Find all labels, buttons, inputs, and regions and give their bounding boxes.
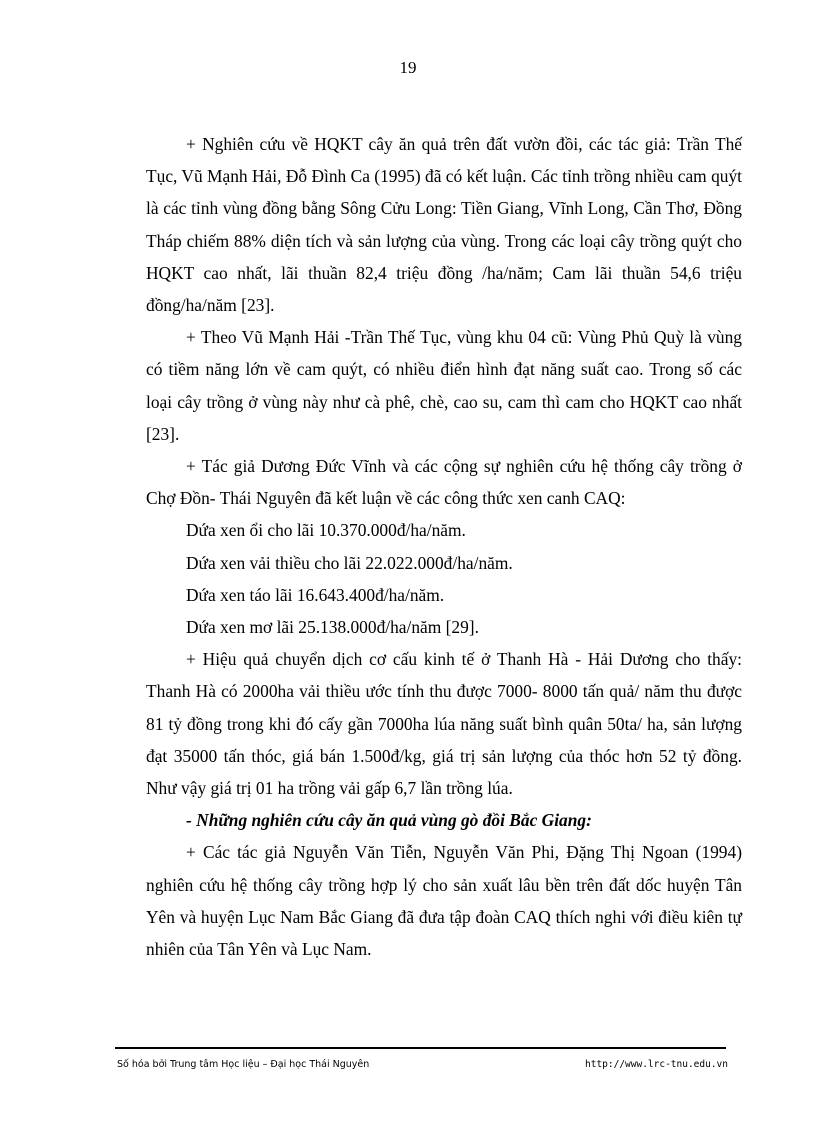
paragraph-hqkt-fruit-trees: + Nghiên cứu về HQKT cây ăn quả trên đất vườn đồi, các tác giả: Trần Thế Tục, Vũ Mạnh Hải, Đỗ Đình Ca (1995) đã có kết luận. Các tỉnh trồng nhiều cam quýt là các tỉnh vùng đồng bằng Sông Cửu Long: Tiền Giang, Vĩnh Long, Cần Thơ, Đồng Tháp chiếm 88% diện tích và sản lượng của vùng. Trong các loại cây trồng quýt cho HQKT cao nhất, lãi thuần 82,4 triệu đồng /ha/năm; Cam lãi thuần 54,6 triệu đồng/ha/năm [23].	[146, 134, 742, 316]
footer-divider	[115, 1047, 726, 1049]
page-number: 19	[399, 58, 417, 77]
footer-source: Số hóa bởi Trung tâm Học liệu – Đại học Thái Nguyên	[117, 1059, 370, 1070]
section-subheading-bac-giang: - Những nghiên cứu cây ăn quả vùng gò đồi Bắc Giang:	[186, 810, 592, 831]
paragraph-thanh-ha: + Hiệu quả chuyển dịch cơ cấu kinh tế ở Thanh Hà - Hải Dương cho thấy: Thanh Hà có 2000ha vải thiều ước tính thu được 7000- 8000 tấn quả/ năm thu được 81 tỷ đồng trong khi đó cấy gần 7000ha lúa năng suất bình quân 50ta/ ha, sản lượng đạt 35000 tấn thóc, giá bán 1.500đ/kg, giá trị sản lượng của thóc hơn 52 tỷ đồng. Như vậy giá trị 01 ha trồng vải gấp 6,7 lần trồng lúa.	[146, 649, 742, 799]
footer-url: http://www.lrc-tnu.edu.vn	[585, 1059, 728, 1070]
intercrop-item-mo: Dứa xen mơ lãi 25.138.000đ/ha/năm [29].	[186, 617, 479, 638]
document-body	[146, 128, 742, 965]
intercrop-item-tao: Dứa xen táo lãi 16.643.400đ/ha/năm.	[186, 584, 445, 605]
paragraph-cho-don: + Tác giả Dương Đức Vĩnh và các cộng sự nghiên cứu hệ thống cây trồng ở Chợ Đồn- Thái Nguyên đã kết luận về các công thức xen canh CAQ:	[146, 456, 742, 509]
paragraph-phu-quy: + Theo Vũ Mạnh Hải -Trần Thế Tục, vùng khu 04 cũ: Vùng Phủ Quỳ là vùng có tiềm năng lớn về cam quýt, có nhiều điển hình đạt năng suất cao. Trong số các loại cây trồng ở vùng này như cà phê, chè, cao su, cam thì cam cho HQKT cao nhất [23].	[146, 327, 742, 444]
paragraph-tan-yen-luc-nam: + Các tác giả Nguyễn Văn Tiễn, Nguyễn Văn Phi, Đặng Thị Ngoan (1994) nghiên cứu hệ thống cây trồng hợp lý cho sản xuất lâu bền trên đất dốc huyện Tân Yên và huyện Lục Nam Bắc Giang đã đưa tập đoàn CAQ thích nghi với điều kiên tự nhiên của Tân Yên và Lục Nam.	[146, 842, 742, 960]
intercrop-item-vai-thieu: Dứa xen vải thiều cho lãi 22.022.000đ/ha/năm.	[186, 552, 513, 573]
intercrop-item-oi: Dứa xen ổi cho lãi 10.370.000đ/ha/năm.	[186, 520, 466, 541]
page-footer	[117, 1059, 728, 1070]
